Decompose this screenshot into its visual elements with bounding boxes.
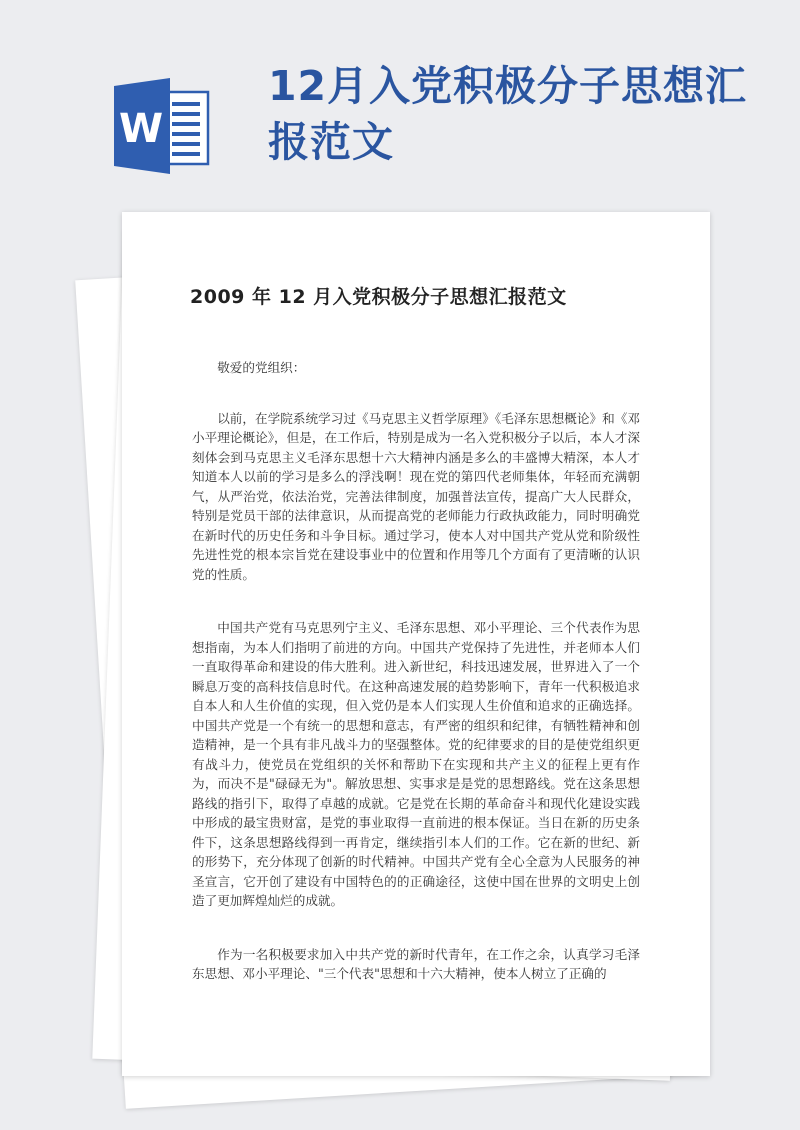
body-paragraph: 中国共产党有马克思列宁主义、毛泽东思想、邓小平理论、三个代表作为思想指南，为本人们指明了前进的方向。中国共产党保持了先进性，并老师本人们一直取得革命和建设的伟大胜利。进入新世纪，科技迅速发展，世界进入了一个瞬息万变的高科技信息时代。在这种高速发展的趋势影响下，青年一代积极追求自本人和人生价值的实现，但入党仍是本人们实现人生价值和追求的正确选择。中国共产党是一个有统一的思想和意志，有严密的组织和纪律，有牺牲精神和创造精神，是一个具有非凡战斗力的坚强整体。党的纪律要求的目的是使党组织更有战斗力，使党员在党组织的关怀和帮助下在实现和共产主义的征程上更有作为，而决不是"碌碌无为"。解放思想、实事求是是党的思想路线。党在这条思想路线的指引下，取得了卓越的成就。它是党在长期的革命奋斗和现代化建设实践中形成的最宝贵财富，是党的事业取得一直前进的根本保证。当日在新的历史条件下，这条思想路线得到一再肯定，继续指引本人们的工作。它在新的世纪、新的形势下，充分体现了创新的时代精神。中国共产党有全心全意为人民服务的神圣宣言，它开创了建设有中国特色的的正确途径，这使中国在世界的文明史上创造了更加辉煌灿烂的成就。 — [192, 620, 640, 908]
svg-text:W: W — [118, 106, 164, 152]
document-page — [122, 212, 710, 1076]
document-title: 2009 年 12 月入党积极分子思想汇报范文 — [190, 286, 567, 308]
header-banner — [0, 0, 800, 200]
salutation: 敬爱的党组织： — [217, 360, 306, 375]
word-document-icon — [112, 76, 212, 176]
body-paragraph: 以前，在学院系统学习过《马克思主义哲学原理》《毛泽东思想概论》和《邓小平理论概论》，但是，在工作后，特别是成为一名入党积极分子以后，本人才深刻体会到马克思主义毛泽东思想十六大精神内涵是多么的丰盛博大精深，本人才知道本人以前的学习是多么的浮浅啊！现在党的第四代老师集体，年轻而充满朝气，从严治党，依法治党，完善法律制度，加强普法宣传，提高广大人民群众，特别是党员干部的法律意识，从而提高党的老师能力行政执政能力，同时明确党在新时代的历史任务和斗争目标。通过学习，使本人对中国共产党从党和阶级性先进性党的根本宗旨党在建设事业中的位置和作用等几个方面有了更清晰的认识党的性质。 — [192, 410, 640, 582]
page-title: 12月入党积极分子思想汇报范文 — [268, 62, 748, 166]
document-body — [192, 358, 640, 1018]
body-paragraph: 作为一名积极要求加入中共产党的新时代青年，在工作之余，认真学习毛泽东思想、邓小平理论、"三个代表"思想和十六大精神，使本人树立了正确的 — [192, 946, 640, 981]
